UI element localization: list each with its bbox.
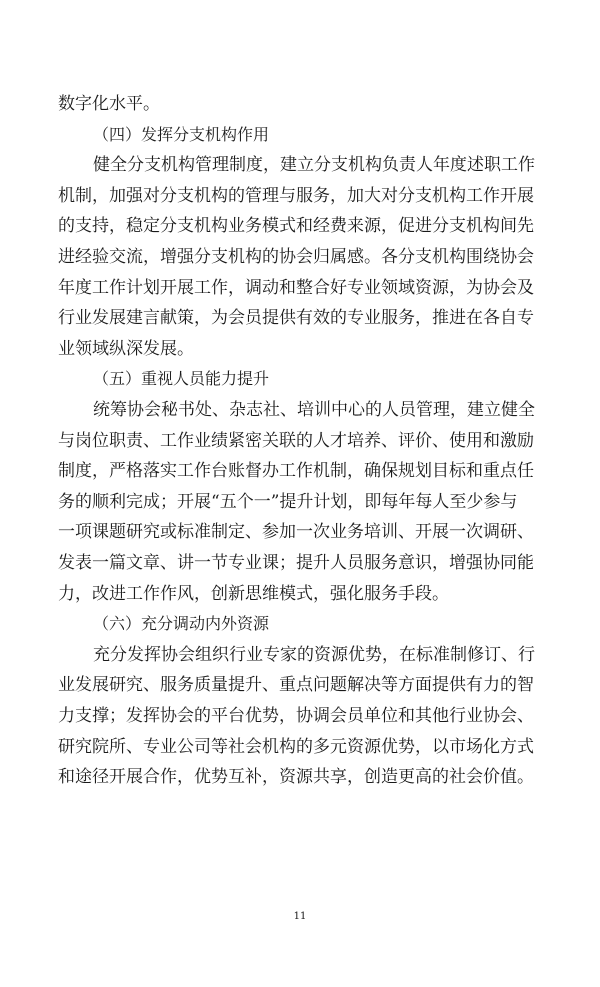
page-number: 11 <box>293 911 307 922</box>
text-line: 业发展研究、服务质量提升、重点问题解决等方面提供有力的智 <box>58 675 534 695</box>
section-heading-5: （五）重视人员能力提升 <box>93 369 270 388</box>
text-line: 的支持，稳定分支机构业务模式和经费来源，促进分支机构间先 <box>58 216 534 236</box>
text-line: 机制，加强对分支机构的管理与服务，加大对分支机构工作开展 <box>58 186 534 206</box>
text-line: 数字化水平。 <box>58 94 160 114</box>
text-line: 研究院所、专业公司等社会机构的多元资源优势，以市场化方式 <box>58 737 534 757</box>
section-heading-4: （四）发挥分支机构作用 <box>93 125 270 144</box>
text-line: 业领域纵深发展。 <box>58 339 194 359</box>
text-line: 制度，严格落实工作台账督办工作机制，确保规划目标和重点任 <box>58 461 534 481</box>
text-line: 力支撑；发挥协会的平台优势，协调会员单位和其他行业协会、 <box>58 706 534 726</box>
text-line: 和途径开展合作，优势互补，资源共享，创造更高的社会价值。 <box>58 767 534 787</box>
text-line: 年度工作计划开展工作，调动和整合好专业领域资源，为协会及 <box>58 278 534 298</box>
text-line: 发表一篇文章、讲一节专业课；提升人员服务意识，增强协同能 <box>58 553 534 573</box>
text-line: 进经验交流，增强分支机构的协会归属感。各分支机构围绕协会 <box>58 247 534 267</box>
text-line: 行业发展建言献策，为会员提供有效的专业服务，推进在各自专 <box>58 308 534 328</box>
text-line: 一项课题研究或标准制定、参加一次业务培训、开展一次调研、 <box>58 522 534 542</box>
text-line: 与岗位职责、工作业绩紧密关联的人才培养、评价、使用和激励 <box>58 431 534 451</box>
text-line: 统筹协会秘书处、杂志社、培训中心的人员管理，建立健全 <box>93 400 535 420</box>
text-line: 充分发挥协会组织行业专家的资源优势，在标准制修订、行 <box>93 645 535 665</box>
text-line: 务的顺利完成；开展“五个一”提升计划，即每年每人至少参与 <box>58 492 518 512</box>
text-line: 健全分支机构管理制度，建立分支机构负责人年度述职工作 <box>93 155 535 175</box>
section-heading-6: （六）充分调动内外资源 <box>93 614 270 633</box>
text-line: 力，改进工作作风，创新思维模式，强化服务手段。 <box>58 584 449 604</box>
